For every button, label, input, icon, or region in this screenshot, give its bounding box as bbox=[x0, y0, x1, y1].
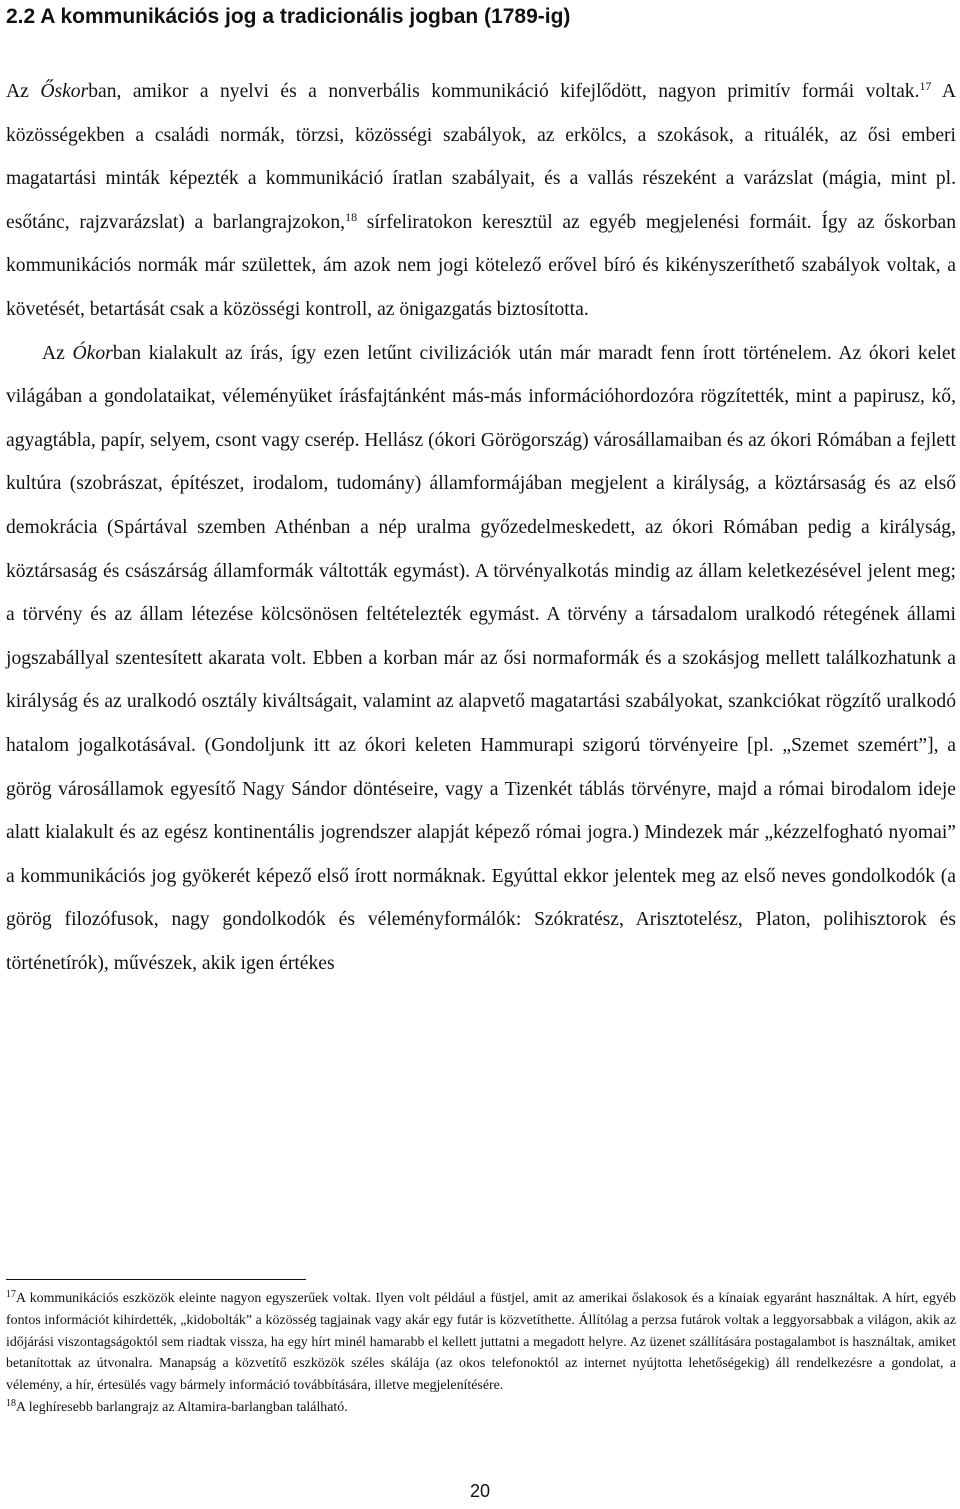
text-run: ban, amikor a nyelvi és a nonverbális kommunikáció kifejlődött, nagyon primitív formái voltak. bbox=[88, 81, 920, 102]
main-text bbox=[6, 70, 956, 985]
emphasis-term: Őskor bbox=[40, 81, 89, 102]
text-run: ban kialakult az írás, így ezen letűnt civilizációk után már maradt fenn írott történelem. Az ókori kelet világában a gondolataikat, véleményüket írásfajtánként más-más információhordozóra rögzítették, mint a papirusz, kő, agyagtábla, papír, selyem, csont vagy cserép. Hellász (ókori Görögország) városállamaiban és az ókori Rómában a fejlett kultúra (szobrászat, építészet, irodalom, tudomány) államformájában megjelent a királyság, a köztársaság és az első demokrácia (Spártával szemben Athénban a nép uralma győzedelmeskedett, az ókori Rómában pedig a királyság, köztársaság és császárság államformák váltották egymást). A törvényalkotás mindig az állam keletkezésével jelent meg; a törvény és az állam létezése kölcsönösen feltételezték egymást. A törvény a társadalom uralkodó rétegének állami jogszabállyal szentesített akarata volt. Ebben a korban már az ősi normaformák és a szokásjog mellett találkozhatunk a királyság és az uralkodó osztály kiváltságait, valamint az alapvető magatartási szabályokat, szankciókat rögzítő uralkodó hatalom jogalkotásával. (Gondoljunk itt az ókori keleten Hammurapi szigorú törvényeire [pl. „Szemet szemért”], a görög városállamok egyesítő Nagy Sándor döntéseire, vagy a Tizenkét táblás törvényre, majd a római birodalom ideje alatt kialakult és az egész kontinentális jogrendszer alapját képező római jogra.) Mindezek már „kézzelfogható nyomai” a kommunikációs jog gyökerét képező első írott normáknak. Egyúttal ekkor jelentek meg az első neves gondolkodók (a görög filozófusok, nagy gondolkodók és véleményformálók: Szókratész, Arisztotelész, Platon, polihisztorok és történetírók), művészek, akik igen értékes bbox=[6, 342, 956, 974]
text-run: Az bbox=[42, 342, 73, 364]
footnote-text: A leghíresebb barlangrajz az Altamira-barlangban található. bbox=[16, 1399, 348, 1415]
paragraph-antiquity bbox=[6, 332, 956, 986]
footnote-separator bbox=[6, 1279, 306, 1280]
text-run: sírfeliratokon keresztül az egyéb megjelenési formáit. Így az őskorban kommunikációs normák már születtek, ám azok nem jogi kötelező erővel bíró és kikényszeríthető szabályok voltak, a követését, betartását csak a közösségi kontroll, az önigazgatás biztosította. bbox=[6, 211, 956, 320]
footnote-17 bbox=[6, 1288, 956, 1397]
text-run: Az bbox=[6, 81, 41, 102]
page-number: 20 bbox=[469, 1481, 491, 1501]
footnote-text: A kommunikációs eszközök eleinte nagyon egyszerűek voltak. Ilyen volt például a füstjel, amit az amerikai őslakosok és a kínaiak egyaránt használtak. A hírt, egyéb fontos információt kihirdették, „kidobolták” a közösség tagjainak vagy akár egy futár is közvetíthette. Állítólag a perzsa futárok voltak a leggyorsabbak a világon, akik az időjárási viszontagságoktól sem riadtak vissza, ha egy hírt minél hamarabb el kellett juttatni a megadott helyre. Az üzenet szállítására postagalambot is használtak, amiket betanítottak az útvonalra. Manapság a közvetítő eszközök széles skálája (az okos telefonoktól az internet nyújtotta lehetőségekig) áll rendelkezésre a gondolat, a vélemény, a hír, értesülés vagy bármely információ továbbítására, illetve megjelenítésére. bbox=[6, 1291, 956, 1394]
paragraph-prehistory bbox=[6, 70, 956, 332]
footnote-18 bbox=[6, 1397, 956, 1419]
footnotes bbox=[6, 1288, 956, 1419]
emphasis-term: Ókor bbox=[72, 342, 113, 364]
text-run: A közösségekben a családi normák, törzsi, közösségi szabályok, az erkölcs, a szokások, a rituálék, az ősi emberi magatartási minták képezték a kommunikáció íratlan szabályait, és a vallás részeként a varázslat (mágia, mint pl. esőtánc, rajzvarázslat) a barlangrajzokon, bbox=[6, 81, 957, 233]
footnote-marker: 18 bbox=[6, 1397, 16, 1409]
footnote-ref-18[interactable]: 18 bbox=[345, 209, 358, 224]
section-heading: 2.2 A kommunikációs jog a tradicionális jogban (1789-ig) bbox=[6, 5, 571, 28]
footnote-marker: 17 bbox=[6, 1289, 16, 1300]
footnote-ref-17[interactable]: 17 bbox=[919, 78, 932, 93]
